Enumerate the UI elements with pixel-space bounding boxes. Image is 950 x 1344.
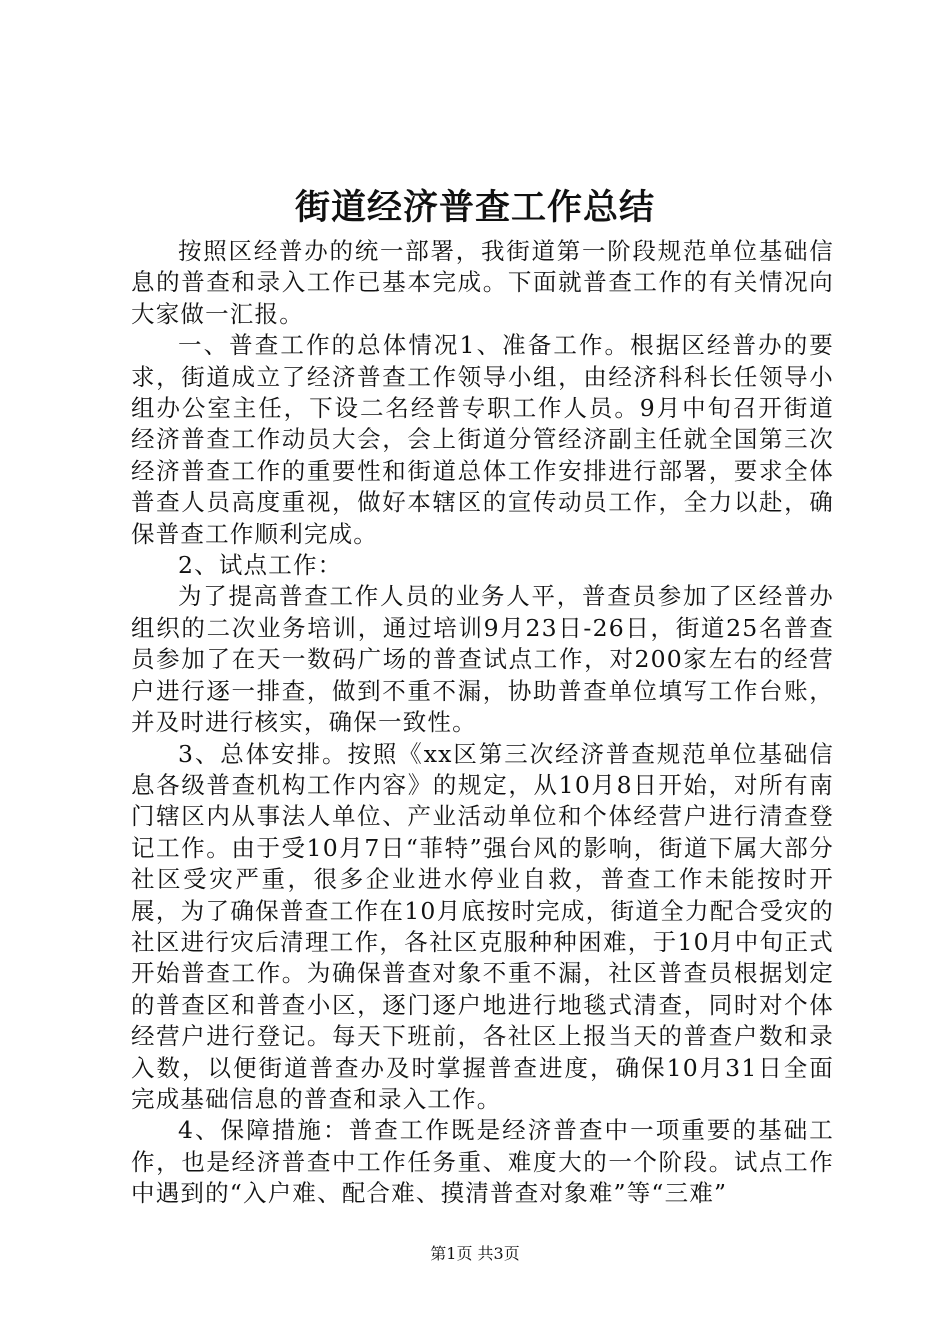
paragraph-arrangement: 3、总体安排。按照《xx区第三次经济普查规范单位基础信息各级普查机构工作内容》的规定，从10月8日开始，对所有南门辖区内从事法人单位、产业活动单位和个体经营户进行清查登记工作。由于受10月7日“菲特”强台风的影响，街道下属大部分社区受灾严重，很多企业进水停业自救，普查工作未能按时开展，为了确保普查工作在10月底按时完成，街道全力配合受灾的社区进行灾后清理工作，各社区克服种种困难，于10月中旬正式开始普查工作。为确保普查对象不重不漏，社区普查员根据划定的普查区和普查小区，逐门逐户地进行地毯式清查，同时对个体经营户进行登记。每天下班前，各社区上报当天的普查户数和录入数，以便街道普查办及时掌握普查进度，确保10月31日全面完成基础信息的普查和录入工作。 [131, 739, 834, 1113]
paragraph-safeguards: 4、保障措施：普查工作既是经济普查中一项重要的基础工作，也是经济普查中工作任务重、难度大的一个阶段。试点工作中遇到的“入户难、配合难、摸清普查对象难”等“三难” [131, 1116, 834, 1208]
page-footer: 第1页 共3页 [430, 1244, 520, 1263]
paragraph-pilot: 为了提高普查工作人员的业务人平，普查员参加了区经普办组织的二次业务培训，通过培训9月23日-26日，街道25名普查员参加了在天一数码广场的普查试点工作，对200家左右的经营户进行逐一排查，做到不重不漏，协助普查单位填写工作台账，并及时进行核实，确保一致性。 [131, 582, 834, 737]
paragraph-pilot-heading: 2、试点工作： [178, 551, 343, 580]
paragraph-overview: 一、普查工作的总体情况1、准备工作。根据区经普办的要求，街道成立了经济普查工作领导小组，由经济科科长任领导小组办公室主任，下设二名经普专职工作人员。9月中旬召开街道经济普查工作动员大会，会上街道分管经济副主任就全国第三次经济普查工作的重要性和街道总体工作安排进行部署，要求全体普查人员高度重视，做好本辖区的宣传动员工作，全力以赴，确保普查工作顺利完成。 [131, 331, 834, 548]
document-title: 街道经济普查工作总结 [294, 187, 655, 228]
document-body [131, 236, 834, 1210]
paragraph-intro: 按照区经普办的统一部署，我街道第一阶段规范单位基础信息的普查和录入工作已基本完成。下面就普查工作的有关情况向大家做一汇报。 [131, 237, 834, 328]
